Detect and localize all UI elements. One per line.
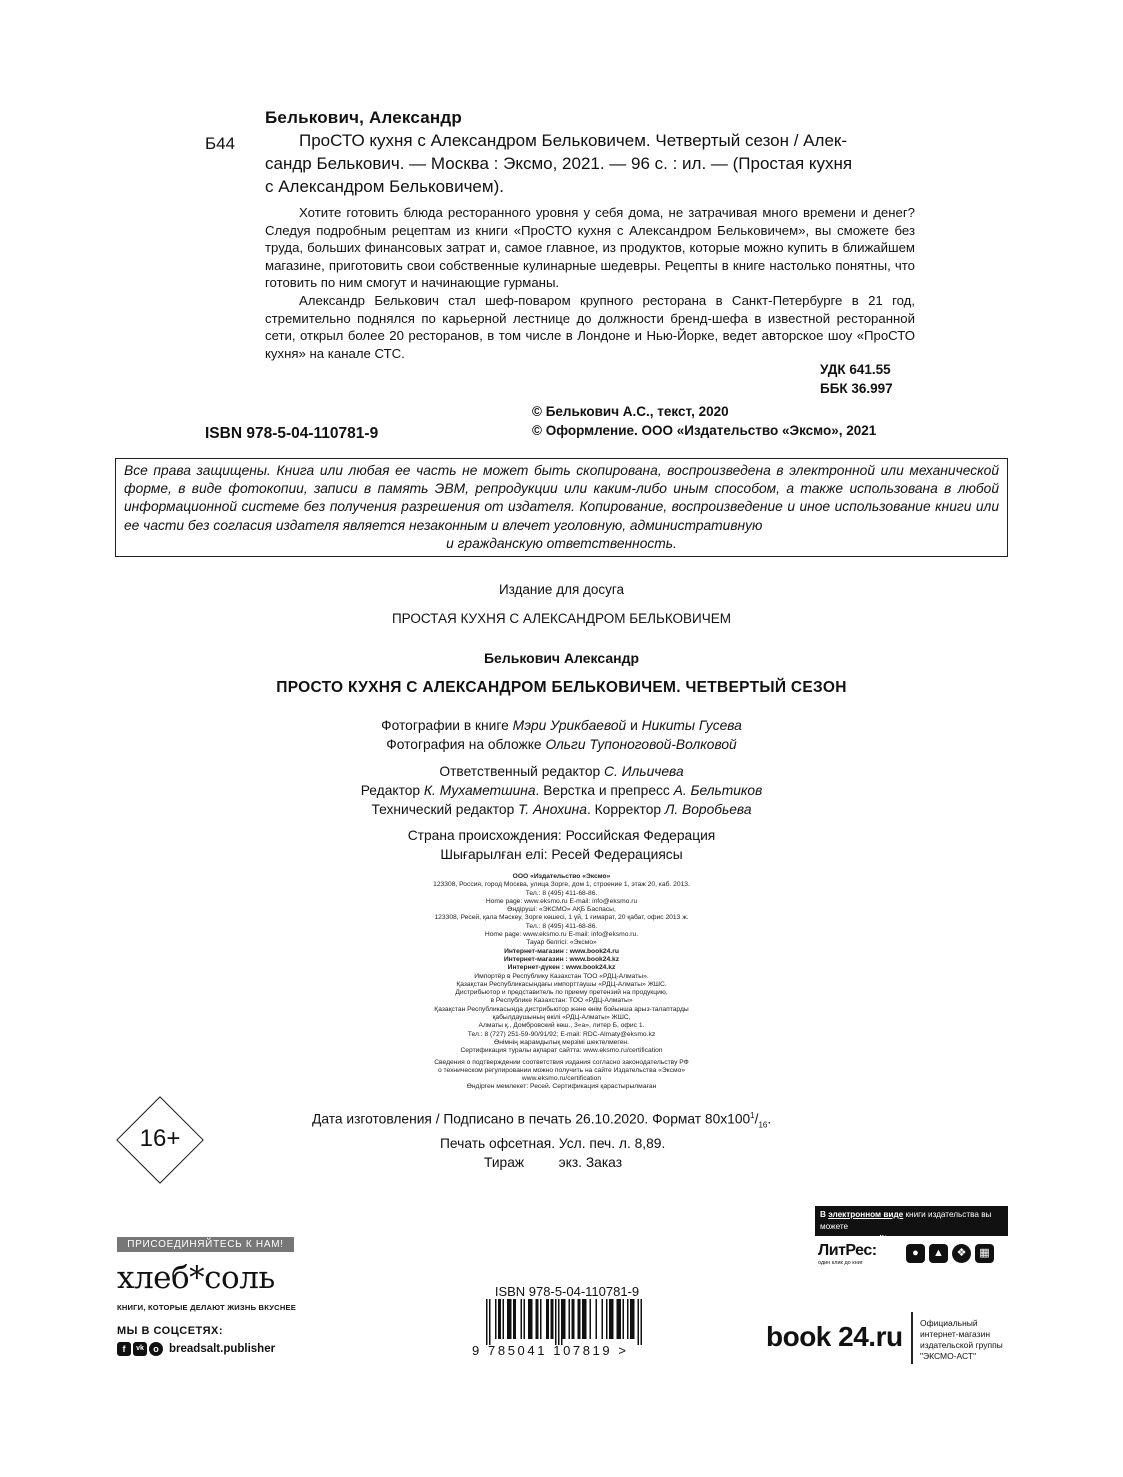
publisher-line: Тауар белгісі: «Эксмо»: [526, 939, 597, 947]
bib-line: ПроСТО кухня с Александром Бельковичем. Четвертый сезон / Алек-: [299, 131, 847, 150]
barcode-bar: [498, 1299, 500, 1339]
book24-description: [920, 1318, 1003, 1362]
barcode-bar: [602, 1299, 604, 1339]
barcode-bar: [540, 1299, 542, 1339]
android-icon: ▲: [929, 1244, 948, 1263]
barcode-bar: [596, 1299, 598, 1339]
litres-url: www.litres.ru: [858, 1234, 910, 1243]
barcode-bar: [564, 1299, 566, 1339]
publisher-line: Сертификация туралы ақпарат сайтта: www.eksmo.ru/certification: [460, 1047, 663, 1055]
copyright-line: © Белькович А.С., текст, 2020: [532, 404, 729, 419]
barcode-bar: [632, 1299, 634, 1339]
publisher-line: о техническом регулировании можно получить на сайте Издательства «Эксмо»: [437, 1066, 686, 1074]
copyright-line: © Оформление. ООО «Издательство «Эксмо», 2021: [532, 423, 877, 438]
bbk-code: ББК 36.997: [820, 381, 893, 396]
barcode-bar: [611, 1299, 613, 1339]
publisher-line: Импортёр в Республику Казахстан ТОО «РДЦ-Алматы».: [474, 972, 649, 980]
credit-person: К. Мухаметшина: [423, 783, 536, 798]
annotation: [265, 204, 915, 362]
barcode-bar: [606, 1299, 608, 1339]
social-title: МЫ В СОЦСЕТЯХ:: [117, 1325, 224, 1337]
barcode-bar: [561, 1299, 563, 1345]
publisher-line: қабылдаушының өкілі «РДЦ-Алматы» ЖШС,: [492, 1014, 631, 1022]
udk-code: УДК 641.55: [820, 362, 891, 377]
barcode-bar: [578, 1299, 580, 1339]
barcode-bar: [530, 1299, 532, 1339]
hlebsol-slogan: КНИГИ, КОТОРЫЕ ДЕЛАЮТ ЖИЗНЬ ВКУСНЕЕ: [117, 1303, 297, 1312]
barcode-bar: [500, 1299, 502, 1339]
barcode-bar: [521, 1299, 523, 1339]
barcode-bar: [618, 1299, 620, 1339]
credit-person: Мэри Урикбаевой: [512, 718, 627, 733]
apple-icon: ●: [906, 1244, 925, 1263]
print-line-end: .: [767, 1111, 772, 1127]
credit-label: Фотографии в книге: [381, 718, 513, 733]
publisher-info-block: [0, 873, 1123, 1092]
isbn-label: ISBN 978-5-04-110781-9: [205, 425, 379, 442]
barcode-bar: [513, 1299, 515, 1339]
publisher-line: Өндіруші: «ЭКСМО» АҚБ Баспасы,: [507, 906, 616, 914]
publisher-line: Интернет-магазин : www.book24.ru: [504, 947, 619, 955]
classification-code: Б44: [205, 134, 236, 153]
barcode-isbn: ISBN 978-5-04-110781-9: [494, 1284, 640, 1299]
barcode-bar: [572, 1299, 574, 1339]
join-us-banner: ПРИСОЕДИНЯЙТЕСЬ К НАМ!: [117, 1237, 294, 1252]
bib-line: с Александром Бельковичем).: [265, 177, 504, 196]
credit-person: Ольги Тупоноговой-Волковой: [545, 737, 737, 752]
barcode-bar: [612, 1299, 614, 1339]
publisher-line: Интернет-магазин : www.book24.kz: [503, 955, 620, 963]
classification-indices: [820, 360, 893, 398]
book24-logo: book 24.ru: [766, 1321, 903, 1352]
litres-text: книги издательства вы можете: [820, 1210, 992, 1231]
hlebsol-logo: хлеб*соль: [117, 1260, 275, 1296]
litres-text: купить на: [820, 1234, 859, 1243]
format-sub: 16: [758, 1120, 768, 1130]
social-handle[interactable]: breadsalt.publisher: [169, 1343, 276, 1355]
format-sup: 1: [750, 1111, 755, 1120]
barcode-bar: [509, 1299, 511, 1339]
publisher-line: в Республике Казахстан: ТОО «РДЦ-Алматы»: [490, 997, 633, 1005]
rights-notice-last-line: и гражданскую ответственность.: [446, 535, 677, 551]
barcode-bar: [486, 1299, 488, 1345]
book24-line: "ЭКСМО-АСТ": [920, 1351, 977, 1361]
barcode-bar: [585, 1299, 587, 1339]
litres-text: В: [820, 1210, 829, 1219]
bibliographic-record: [265, 129, 915, 198]
facebook-icon[interactable]: f: [117, 1342, 131, 1356]
platform-icons: [906, 1244, 994, 1263]
barcode-bar: [551, 1299, 553, 1339]
publisher-line: 123308, Ресей, қала Мәскеу, Зорге көшесі, 1 үй, 1 ғимарат, 20 қабат, офис 2013 ж.: [434, 914, 689, 922]
annotation-paragraph: Александр Белькович стал шеф-поваром крупного ресторана в Санкт-Петербурге в 21 год, стремительно поднялся по карьерной лестнице до должности бренд-шефа в известной ресторанной сети, открыл более 20 ресторанов, в том числе в Лондоне и Нью-Йорке, ведет авторское шоу «ПроСТО кухня» на канале СТС.: [265, 292, 915, 361]
barcode-bar: [495, 1299, 497, 1339]
origin-line: Страна происхождения: Российская Федерация: [407, 828, 716, 843]
print-info: Дата изготовления / Подписано в печать 26.10.2020. Формат $80x100^1/_{16}$. Печать офсетная. Усл. печ. л. 8,89. Тираж экз. Заказ: [312, 1111, 772, 1171]
annotation-paragraph: Хотите готовить блюда ресторанного уровня у себя дома, не затрачивая много времени и денег? Следуя подробным рецептам из книги «ПроСТО кухня с Александром Бельковичем», вы сможете без труда, больших финансовых затрат и, самое главное, из продуктов, которые можно купить в ближайшем магазине, приготовить свои собственные кулинарные шедевры. Рецепты в книге настолько понятны, что готовить по ним смогут и начинающие гурманы.: [265, 205, 915, 291]
print-line: Дата изготовления / Подписано в печать 26.10.2020. Формат 80x100: [312, 1111, 751, 1127]
publisher-line: Home page: www.eksmo.ru E-mail: info@eksmo.ru.: [484, 931, 639, 939]
barcode-bar: [609, 1299, 611, 1339]
credit-person: Л. Воробьева: [664, 802, 752, 817]
credit-person: Т. Анохина: [518, 802, 587, 817]
litres-logo: ЛитРес:: [818, 1242, 877, 1259]
vk-icon[interactable]: vk: [133, 1342, 147, 1356]
barcode-bar: [507, 1299, 509, 1339]
barcode-bar: [510, 1299, 512, 1339]
rights-notice-text: Все права защищены. Книга или любая ее часть не может быть скопирована, воспроизведена в электронной или механической форме, в виде фотокопии, записи в память ЭВМ, репродукции или каким-либо иным способом, а также использована в любой информационной системе без получения разрешения от издателя. Копирование, воспроизведение и иное использование книги или ее части без согласия издателя является незаконным и влечет уголовную, административную: [124, 463, 999, 533]
barcode-image: [486, 1299, 648, 1345]
barcode-bar: [563, 1299, 565, 1339]
bib-line: сандр Белькович. — Москва : Эксмо, 2021. — 96 с. : ил. — (Простая кухня: [265, 154, 853, 173]
barcode-bar: [528, 1299, 530, 1339]
series-title: ПРОСТАЯ КУХНЯ С АЛЕКСАНДРОМ БЕЛЬКОВИЧЕМ: [391, 611, 732, 626]
barcode-bar: [548, 1299, 550, 1339]
barcode-bar: [582, 1299, 584, 1339]
publisher-line: Тел.: 8 (495) 411-68-86.: [525, 922, 598, 930]
author-name: Белькович Александр: [483, 650, 640, 666]
instagram-icon[interactable]: o: [149, 1342, 163, 1356]
publisher-line: Өндірген мемлекет: Ресей. Сертификация қарастырылмаған: [466, 1083, 657, 1091]
credit-person: С. Ильичева: [604, 764, 684, 779]
barcode-bar: [633, 1299, 635, 1339]
social-links: [117, 1342, 275, 1356]
barcode-bar: [627, 1299, 629, 1339]
publisher-line: Қазақстан Республикасында дистрибьютор және өнім бойынша арыз-талаптарды: [434, 1005, 689, 1013]
publisher-line: Интернет-дүкен : www.book24.kz: [507, 964, 616, 972]
publisher-line: ООО «Издательство «Эксмо»: [512, 873, 611, 880]
book-title: ПРОСТО КУХНЯ С АЛЕКСАНДРОМ БЕЛЬКОВИЧЕМ. ЧЕТВЕРТЫЙ СЕЗОН: [276, 679, 847, 696]
publisher-line: Дистрибьютор и представитель по приему претензий на продукцию,: [455, 989, 668, 997]
barcode-bar: [555, 1299, 557, 1345]
age-rating-badge: [117, 1097, 203, 1183]
credit-label: . Верстка и препресс: [535, 783, 674, 798]
barcode-bar: [641, 1299, 643, 1345]
photo-credits: [0, 716, 1123, 754]
print-line: Печать офсетная. Усл. печ. л. 8,89.: [440, 1136, 666, 1152]
barcode-bar: [630, 1299, 632, 1339]
barcode-block: [472, 1284, 662, 1358]
barcode-bar: [558, 1299, 560, 1345]
barcode-bar: [546, 1299, 548, 1339]
barcode-bar: [515, 1299, 517, 1339]
publisher-line: Алматы қ., Домбровский көш., 3«а», литер Б, офис 1.: [478, 1022, 645, 1030]
litres-link-text: электронном виде: [828, 1210, 904, 1219]
windows-phone-icon: ❖: [952, 1244, 971, 1263]
barcode-bar: [503, 1299, 505, 1339]
book24-line: издательской группы: [920, 1340, 1003, 1350]
barcode-bar: [536, 1299, 538, 1339]
barcode-bar: [638, 1299, 640, 1345]
barcode-digits: 9 785041 107819 >: [472, 1343, 629, 1358]
credit-label: Ответственный редактор: [439, 764, 605, 779]
publisher-line: Сведения о подтверждении соответствия издания согласно законодательству РФ: [434, 1058, 689, 1066]
catalog-author-heading: Белькович, Александр: [265, 108, 462, 127]
copyright-block: [532, 402, 876, 440]
book24-line: Официальный: [920, 1318, 978, 1328]
barcode-bar: [620, 1299, 622, 1339]
barcode-bar: [617, 1299, 619, 1339]
barcode-bar: [590, 1299, 592, 1339]
publisher-line: Өнімнің жарамдылық мерзімі шектелмеген.: [494, 1038, 629, 1046]
credit-conjunction: и: [626, 718, 642, 733]
origin-line: Шығарылған елі: Ресей Федерациясы: [440, 847, 683, 862]
credit-label: Фотография на обложке: [386, 737, 546, 752]
credit-person: А. Бельтиков: [673, 783, 763, 798]
barcode-bar: [552, 1299, 554, 1339]
age-rating-text: 16+: [139, 1125, 181, 1152]
credit-label: Редактор: [360, 783, 424, 798]
barcode-bar: [489, 1299, 491, 1345]
rights-notice-box: [115, 458, 1008, 557]
barcode-bar: [524, 1299, 526, 1339]
barcode-bar: [584, 1299, 586, 1339]
credit-label: Технический редактор: [371, 802, 519, 817]
litres-subtitle: один клик до книг: [818, 1260, 863, 1266]
barcode-bar: [537, 1299, 539, 1339]
divider: [911, 1312, 913, 1364]
book24-line: интернет-магазин: [920, 1329, 991, 1339]
publisher-line: Home page: www.eksmo.ru E-mail: info@eksmo.ru: [485, 897, 638, 905]
print-line: Тираж экз. Заказ: [484, 1155, 623, 1171]
barcode-bar: [579, 1299, 581, 1339]
credit-person: Никиты Гусева: [641, 718, 742, 733]
litres-banner[interactable]: [815, 1206, 1008, 1243]
edition-type: Издание для досуга: [498, 582, 625, 597]
barcode-bar: [573, 1299, 575, 1339]
country-of-origin: [0, 826, 1123, 864]
staff-credits: [0, 762, 1123, 819]
windows-icon: ▦: [975, 1244, 994, 1263]
credit-label: . Корректор: [586, 802, 665, 817]
publisher-line: 123308, Россия, город Москва, улица Зорге, дом 1, строение 1, этаж 20, каб. 2013.: [433, 881, 690, 889]
publisher-line: Қазақстан Республикасындағы импорттаушы «РДЦ-Алматы» ЖШС.: [456, 980, 667, 988]
barcode-bar: [623, 1299, 625, 1339]
publisher-line: www.eksmo.ru/certification: [521, 1075, 602, 1083]
publisher-line: Тел.: 8 (727) 251-59-90/91/92; E-mail: RDC-Almaty@eksmo.kz: [467, 1030, 656, 1038]
barcode-bar: [569, 1299, 571, 1339]
barcode-bar: [531, 1299, 533, 1339]
publisher-line: Тел.: 8 (495) 411-68-86.: [525, 889, 598, 897]
